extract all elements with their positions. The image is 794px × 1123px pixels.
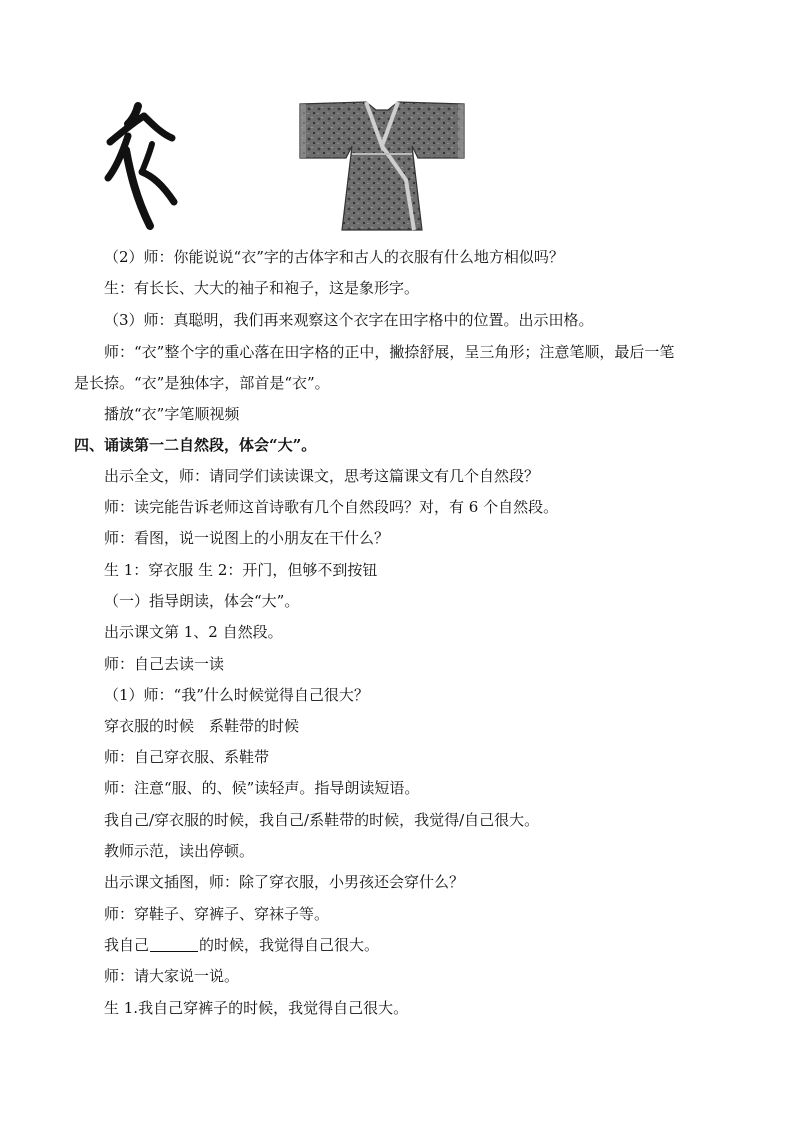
paragraph: 师：“衣”整个字的重心落在田字格的正中，撇捺舒展，呈三角形；注意笔顺，最后一笔	[104, 343, 675, 361]
paragraph: （1）师：“我”什么时候觉得自己很大？	[104, 686, 369, 704]
fill-blank-before: 我自己	[104, 936, 150, 954]
paragraph: 师：看图，说一说图上的小朋友在干什么？	[104, 529, 390, 547]
paragraph: 播放“衣”字笔顺视频	[104, 405, 240, 423]
paragraph: 师：自己去读一读	[104, 655, 225, 673]
fill-blank-after: 的时候，我觉得自己很大。	[199, 936, 380, 954]
paragraph: 出示课文第 1、2 自然段。	[104, 623, 283, 641]
paragraph: 生：有长长、大大的袖子和袍子，这是象形字。	[104, 279, 420, 297]
paragraph: 师：注意“服、的、候”读轻声。指导朗读短语。	[104, 779, 420, 797]
section-heading: 四、诵读第一二自然段，体会“大”。	[74, 436, 317, 454]
paragraph: 生 1.我自己穿裤子的时候，我觉得自己很大。	[104, 999, 409, 1017]
paragraph: 是长捺。“衣”是独体字，部首是“衣”。	[74, 374, 330, 392]
paragraph: 我自己/穿衣服的时候，我自己/系鞋带的时候，我觉得/自己很大。	[104, 811, 540, 829]
ancient-yi-character-icon	[100, 102, 182, 232]
paragraph: 师：穿鞋子、穿裤子、穿袜子等。	[104, 905, 330, 923]
paragraph: 师：读完能告诉老师这首诗歌有几个自然段吗？对，有 6 个自然段。	[104, 498, 559, 516]
paragraph: （2）师：你能说说“衣”字的古体字和古人的衣服有什么地方相似吗？	[104, 248, 564, 266]
paragraph: 出示课文插图，师：除了穿衣服，小男孩还会穿什么？	[104, 873, 465, 891]
fill-blank-line	[104, 935, 379, 955]
paragraph: （3）师：真聪明，我们再来观察这个衣字在田字格中的位置。出示田格。	[104, 311, 594, 329]
fill-blank	[150, 937, 198, 952]
ancient-robe-icon	[296, 96, 468, 236]
paragraph: 师：请大家说一说。	[104, 967, 240, 985]
paragraph: 生 1：穿衣服 生 2：开门，但够不到按钮	[104, 561, 378, 579]
paragraph: （一）指导朗读，体会“大”。	[104, 592, 300, 610]
paragraph: 穿衣服的时候 系鞋带的时候	[104, 717, 300, 735]
paragraph: 出示全文，师：请同学们读读课文，思考这篇课文有几个自然段？	[104, 467, 540, 485]
paragraph: 教师示范，读出停顿。	[104, 842, 255, 860]
paragraph: 师：自己穿衣服、系鞋带	[104, 748, 270, 766]
figure-row	[0, 0, 794, 240]
